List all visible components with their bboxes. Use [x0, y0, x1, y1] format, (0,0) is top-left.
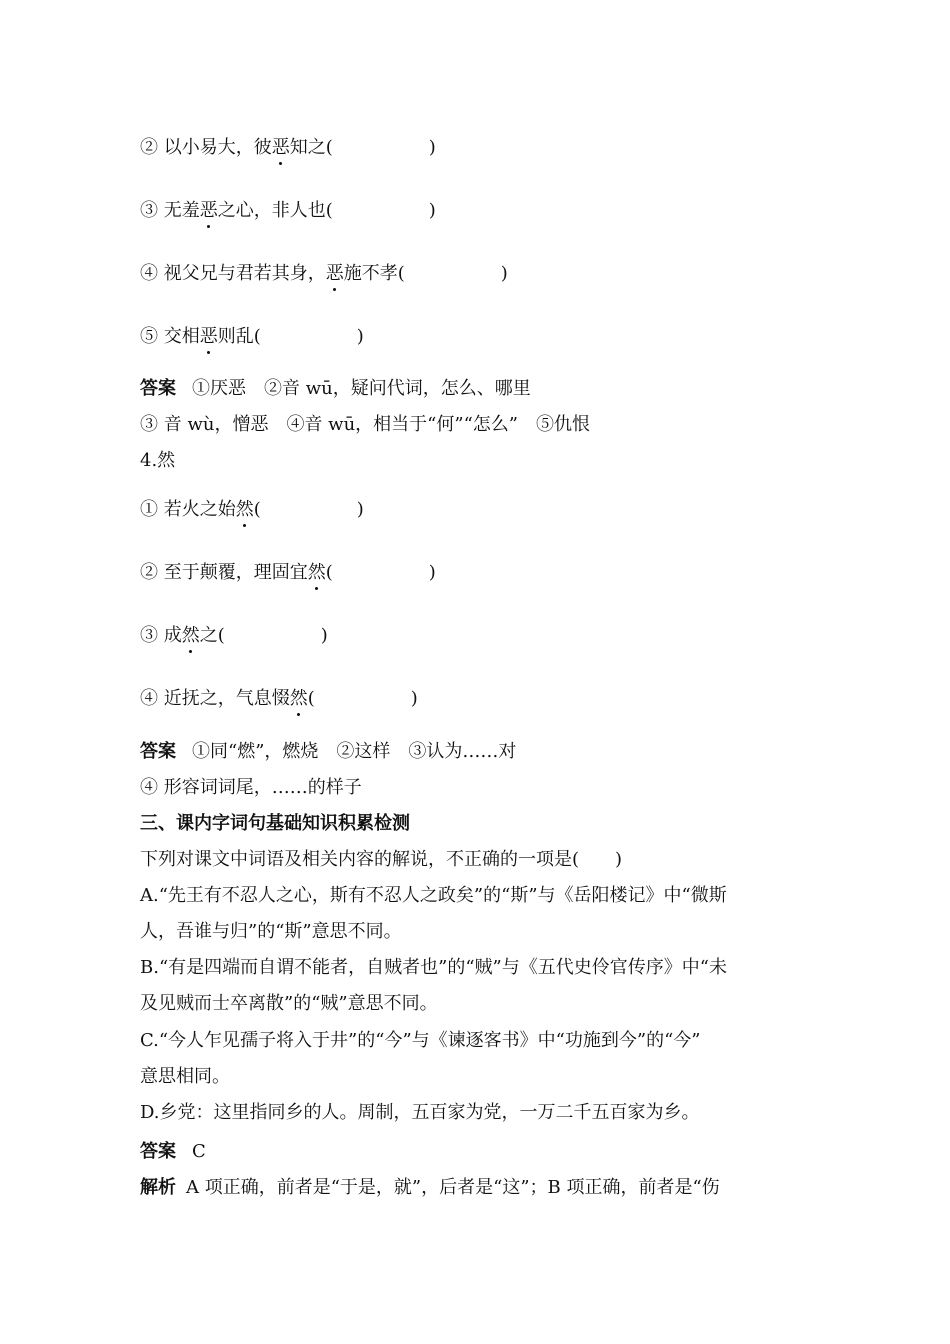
item-number: ②	[140, 562, 158, 583]
item-text: 近抚之，气息惙	[158, 688, 290, 709]
item-number: ④	[140, 263, 158, 284]
option-line: 人，吾谁与归”的“斯”意思不同。	[140, 921, 402, 942]
answer-label: 答案	[140, 741, 176, 762]
item-text: 成	[158, 625, 182, 646]
wu-item-5	[140, 325, 820, 349]
dotted-char: 然	[235, 499, 254, 520]
paren-close: )	[320, 625, 328, 646]
dotted-char: 恶	[199, 326, 218, 347]
answer-value: C	[192, 1141, 206, 1162]
dotted-char: 然	[307, 562, 326, 583]
paren-close: )	[500, 263, 508, 284]
item-text: 之心，非人也(	[217, 200, 333, 221]
dotted-char: 然	[289, 688, 308, 709]
item-text: 施不孝(	[343, 263, 405, 284]
answer-text: ①同“燃”，燃烧 ②这样 ③认为……对	[192, 741, 517, 762]
option-line: 及见贼而士卒离散”的“贼”意思不同。	[140, 993, 438, 1014]
analysis-label: 解析	[140, 1177, 176, 1198]
analysis-text: A 项正确，前者是“于是，就”，后者是“这”；B 项正确，前者是“伤	[186, 1177, 720, 1198]
answer-text: ③ 音 wù，憎恶 ④音 wū，相当于“何”“怎么” ⑤仇恨	[140, 414, 590, 435]
item-text: 无羞	[158, 200, 200, 221]
option-line: A.“先王有不忍人之心，斯有不忍人之政矣”的“斯”与《岳阳楼记》中“微斯	[140, 885, 727, 906]
wu-answer-line-1	[140, 377, 820, 401]
dotted-char: 恶	[325, 263, 344, 284]
section-title: 三、课内字词句基础知识积累检测	[140, 813, 410, 834]
item-number: ③	[140, 200, 158, 221]
ran-answer-line-1	[140, 740, 820, 764]
option-line: C.“今人乍见孺子将入于井”的“今”与《谏逐客书》中“功施到今”的“今”	[140, 1030, 701, 1051]
item-text: 则乱(	[217, 326, 261, 347]
section3-answer	[140, 1140, 820, 1164]
dotted-char: 恶	[199, 200, 218, 221]
item-text: (	[253, 499, 261, 520]
option-line: 意思相同。	[140, 1066, 230, 1087]
option-line: B.“有是四端而自谓不能者，自贼者也”的“贼”与《五代史伶官传序》中“未	[140, 957, 727, 978]
ran-item-3	[140, 624, 820, 648]
section3-analysis	[140, 1176, 820, 1200]
wu-item-3	[140, 199, 820, 223]
item-number: ⑤	[140, 326, 158, 347]
answer-label: 答案	[140, 378, 176, 399]
wu-item-2	[140, 136, 820, 160]
item-text: 知之(	[289, 137, 333, 158]
ran-item-2	[140, 561, 820, 585]
paren-close: )	[428, 137, 436, 158]
item-number: ②	[140, 137, 158, 158]
item-text: 若火之始	[158, 499, 236, 520]
paren-close: )	[410, 688, 418, 709]
paren-close: )	[428, 562, 436, 583]
ran-answer-line-2	[140, 776, 820, 800]
item-number: ①	[140, 499, 158, 520]
answer-label: 答案	[140, 1141, 176, 1162]
wu-item-4	[140, 262, 820, 286]
ran-item-4	[140, 687, 820, 711]
answer-text: ①厌恶 ②音 wū，疑问代词，怎么、哪里	[192, 378, 531, 399]
item-number: ③	[140, 625, 158, 646]
dotted-char: 恶	[271, 137, 290, 158]
item-number: ④	[140, 688, 158, 709]
item-text: 之(	[199, 625, 225, 646]
item-text: (	[325, 562, 333, 583]
paren-close: )	[428, 200, 436, 221]
answer-text: ④ 形容词词尾，……的样子	[140, 777, 362, 798]
paren-close: )	[356, 499, 364, 520]
dotted-char: 然	[181, 625, 200, 646]
question-stem: 下列对课文中词语及相关内容的解说，不正确的一项是( )	[140, 849, 623, 870]
option-line: D.乡党：这里指同乡的人。周制，五百家为党，一万二千五百家为乡。	[140, 1102, 700, 1123]
wu-answer-line-2	[140, 413, 820, 437]
ran-item-1	[140, 498, 820, 522]
item-text: 交相	[158, 326, 200, 347]
paren-close: )	[356, 326, 364, 347]
item-text: 至于颠覆，理固宜	[158, 562, 308, 583]
item-text: 以小易大，彼	[158, 137, 272, 158]
item-text: 视父兄与君若其身，	[158, 263, 326, 284]
ran-heading: 4.然	[140, 450, 176, 471]
item-text: (	[307, 688, 315, 709]
